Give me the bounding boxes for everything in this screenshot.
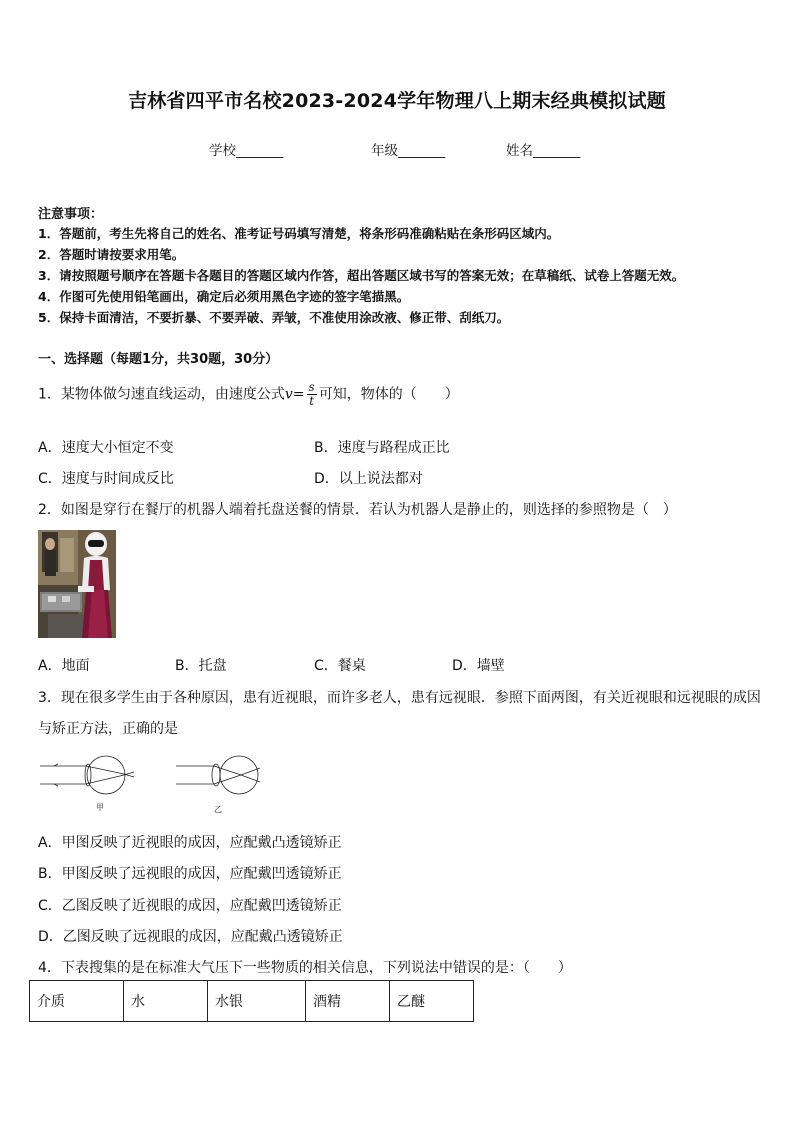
q1-text-before: 1．某物体做匀速直线运动，由速度公式 [38, 386, 285, 403]
notice-item: 1．答题前，考生先将自己的姓名、准考证号码填写清楚，将条形码准确粘贴在条形码区域内。 [38, 226, 560, 241]
q2-option-d: D．墙壁 [452, 658, 505, 674]
substance-table [29, 980, 474, 1022]
question-3-line-2: 与矫正方法，正确的是 [38, 721, 178, 737]
question-4: 4．下表搜集的是在标准大气压下一些物质的相关信息，下列说法中错误的是：（ ） [38, 960, 572, 976]
q1-formula-fraction [307, 381, 317, 408]
fig-label-jia: 甲 [96, 803, 104, 812]
q2-option-b: B．托盘 [175, 658, 227, 674]
q1-option-c: C．速度与时间成反比 [38, 471, 174, 487]
q1-option-a: A．速度大小恒定不变 [38, 440, 174, 456]
q3-option-b: B．甲图反映了远视眼的成因，应配戴凹透镜矫正 [38, 866, 342, 882]
grade-field: 年级_______ [371, 143, 446, 159]
eye-diagrams [36, 748, 266, 820]
name-field: 姓名_______ [506, 143, 581, 159]
q1-text-after: 可知，物体的（ ） [318, 386, 459, 403]
eye-diagram-jia [40, 756, 134, 794]
question-1 [38, 381, 459, 408]
notice-heading: 注意事项： [38, 207, 104, 222]
q3-option-a: A．甲图反映了近视眼的成因，应配戴凸透镜矫正 [38, 835, 342, 851]
table-cell: 酒精 [306, 981, 390, 1022]
q3-option-d: D．乙图反映了远视眼的成因，应配戴凸透镜矫正 [38, 929, 343, 945]
robot-waiter-photo [38, 530, 116, 638]
notice-item: 5．保持卡面清洁，不要折暴、不要弄破、弄皱，不准使用涂改液、修正带、刮纸刀。 [38, 310, 510, 325]
table-cell: 介质 [30, 981, 124, 1022]
q1-formula-v: v= [284, 386, 305, 403]
q1-option-b: B．速度与路程成正比 [314, 440, 450, 456]
q1-formula-numerator: s [308, 380, 315, 394]
notice-item: 4．作图可先使用铅笔画出，确定后必须用黑色字迹的签字笔描黑。 [38, 289, 410, 304]
question-3-line-1: 3．现在很多学生由于各种原因，患有近视眼，而许多老人，患有远视眼．参照下面两图，有关近视眼和远视眼的成因 [38, 690, 761, 706]
question-2: 2．如图是穿行在餐厅的机器人端着托盘送餐的情景．若认为机器人是静止的，则选择的参照物是（ ） [38, 502, 677, 518]
q1-formula-denominator: t [309, 394, 315, 408]
page-title: 吉林省四平市名校2023-2024学年物理八上期末经典模拟试题 [128, 90, 666, 112]
notice-item: 3．请按照题号顺序在答题卡各题目的答题区域内作答，超出答题区域书写的答案无效；在草稿纸、试卷上答题无效。 [38, 268, 685, 283]
q1-option-d: D．以上说法都对 [314, 471, 423, 487]
section-title: 一、选择题（每题1分，共30题，30分） [38, 352, 279, 367]
table-cell: 水银 [208, 981, 306, 1022]
fig-label-yi: 乙 [214, 805, 222, 814]
school-field: 学校_______ [209, 143, 284, 159]
table-cell: 乙醚 [390, 981, 474, 1022]
table-cell: 水 [124, 981, 208, 1022]
q2-option-c: C．餐桌 [314, 658, 366, 674]
q3-option-c: C．乙图反映了近视眼的成因，应配戴凹透镜矫正 [38, 898, 342, 914]
notice-item: 2．答题时请按要求用笔。 [38, 247, 185, 262]
q2-option-a: A．地面 [38, 658, 90, 674]
table-row [30, 981, 474, 1022]
eye-diagram-yi [176, 756, 260, 794]
